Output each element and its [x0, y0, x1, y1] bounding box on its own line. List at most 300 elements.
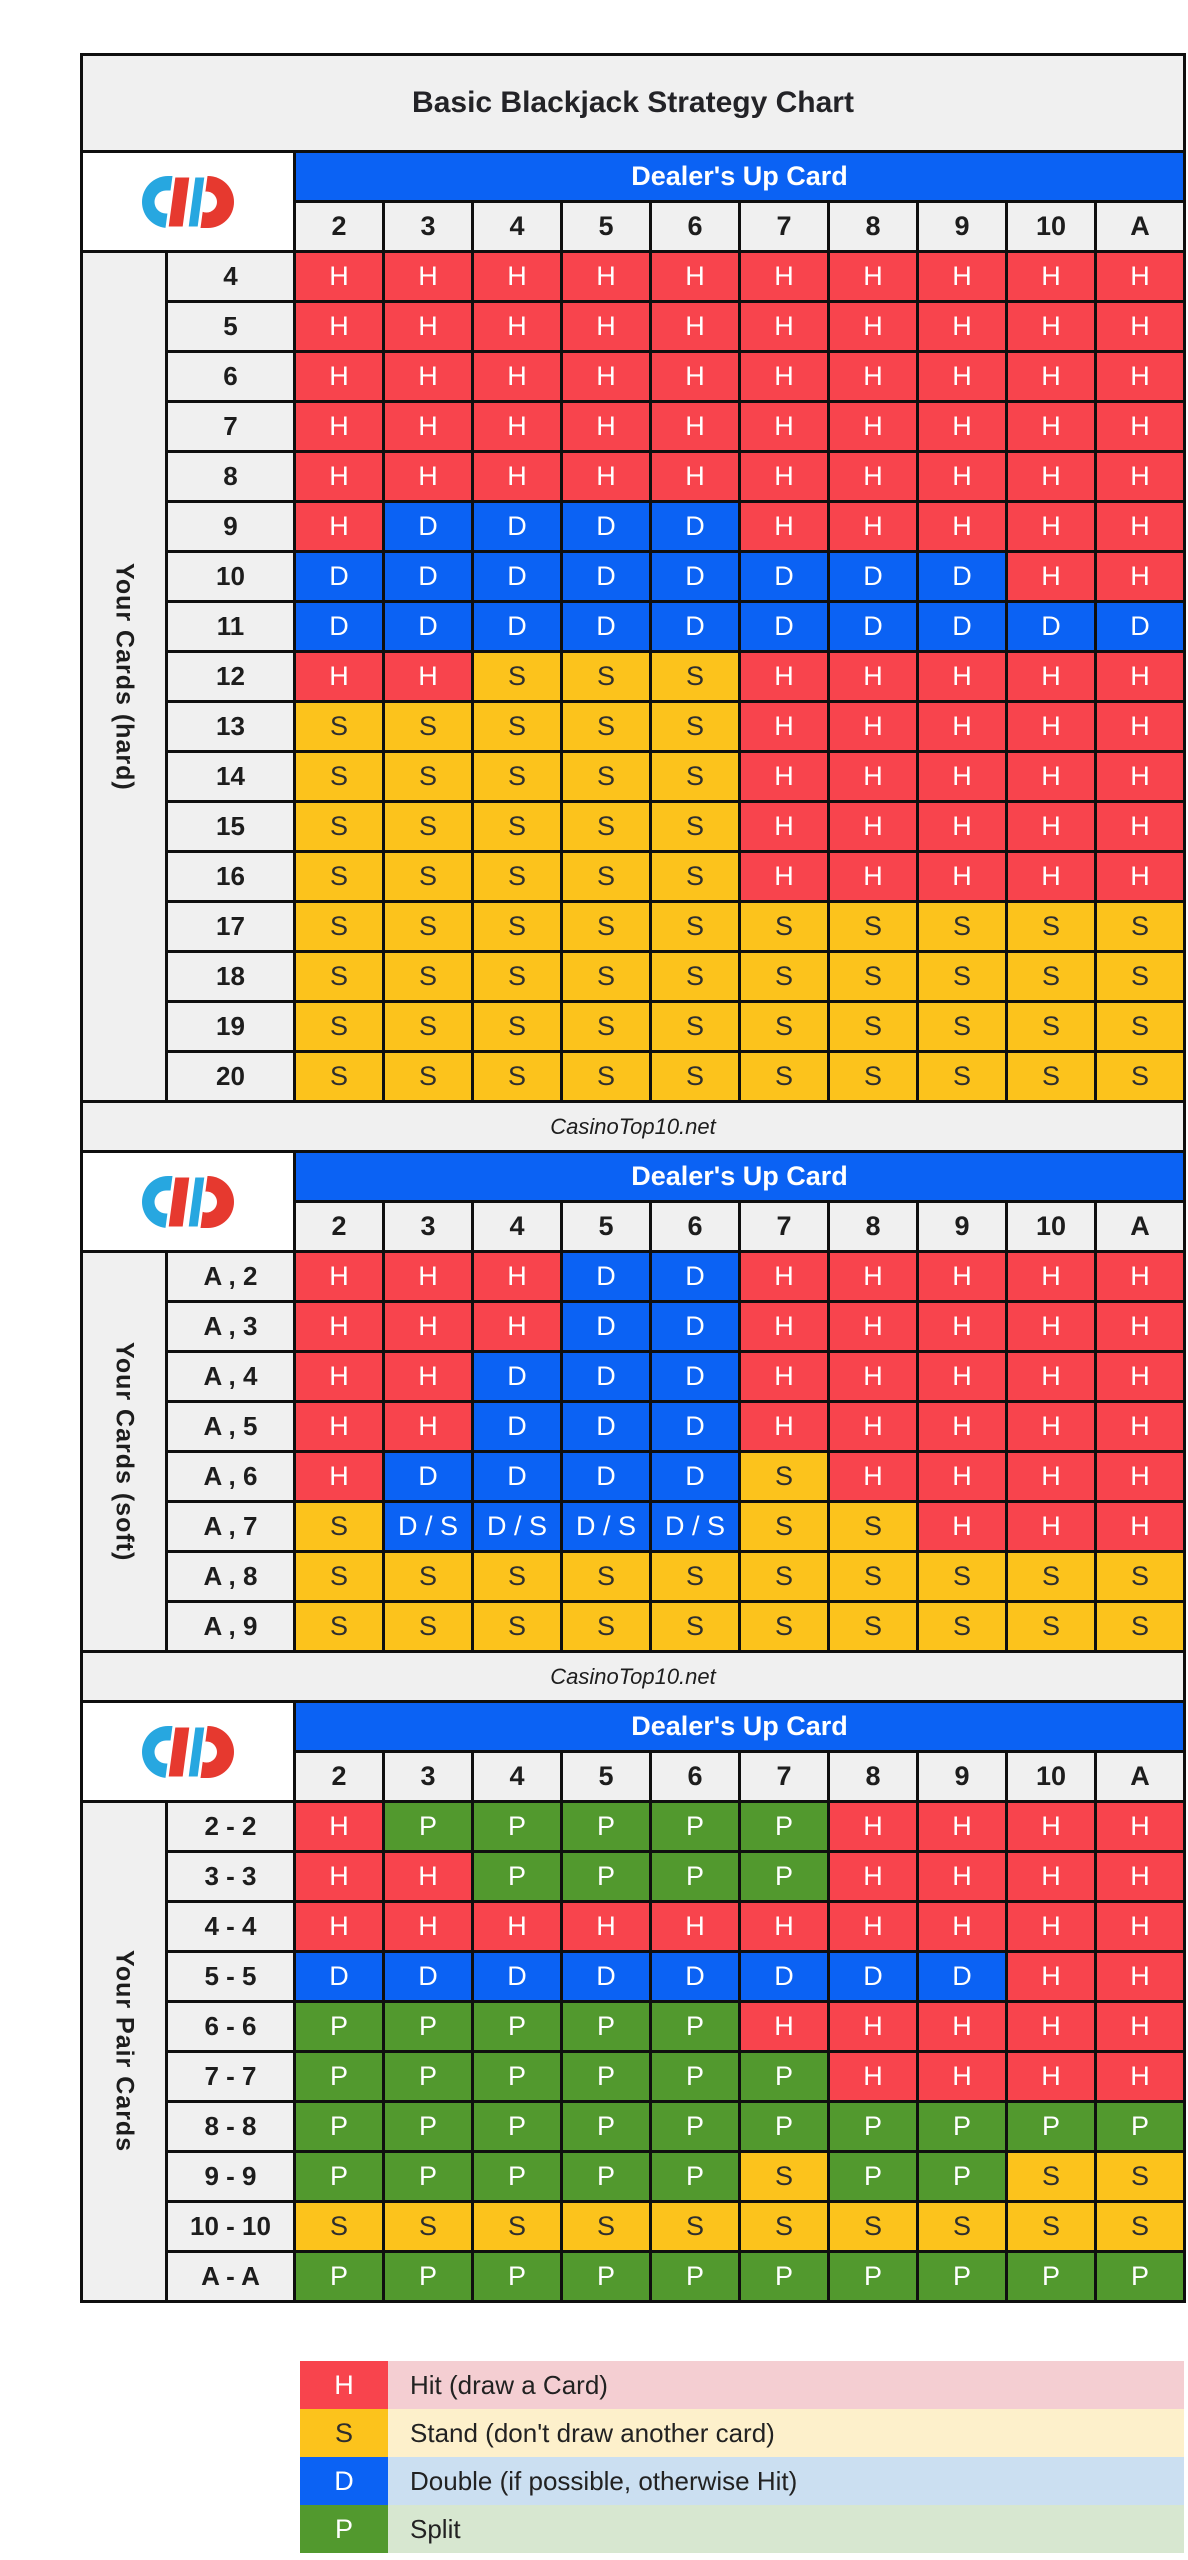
strategy-cell: H — [1097, 2003, 1183, 2050]
hand-label: 7 - 7 — [168, 2053, 293, 2100]
dealer-card-9: 9 — [919, 203, 1005, 250]
hand-label: 11 — [168, 603, 293, 650]
strategy-cell: H — [563, 253, 649, 300]
strategy-cell: S — [563, 803, 649, 850]
strategy-cell: S — [652, 1003, 738, 1050]
strategy-cell: S — [919, 903, 1005, 950]
strategy-cell: S — [919, 1003, 1005, 1050]
strategy-cell: P — [474, 1853, 560, 1900]
strategy-cell: H — [1008, 403, 1094, 450]
legend-label: Stand (don't draw another card) — [388, 2409, 1184, 2457]
strategy-cell: D — [652, 1303, 738, 1350]
strategy-cell: D — [474, 1453, 560, 1500]
strategy-cell: S — [474, 1553, 560, 1600]
strategy-cell: P — [296, 2153, 382, 2200]
strategy-cell: H — [741, 253, 827, 300]
legend-key-H: H — [300, 2361, 388, 2409]
strategy-cell: S — [652, 853, 738, 900]
strategy-cell: S — [1008, 1553, 1094, 1600]
hand-label: 9 - 9 — [168, 2153, 293, 2200]
dealer-header-block — [296, 153, 1183, 250]
strategy-cell: H — [1008, 1953, 1094, 2000]
strategy-cell: H — [830, 253, 916, 300]
strategy-cell: H — [296, 403, 382, 450]
strategy-cell: D — [385, 1953, 471, 2000]
strategy-cell: P — [563, 2003, 649, 2050]
strategy-cell: H — [1008, 503, 1094, 550]
strategy-cell: H — [741, 2003, 827, 2050]
dealer-card-A: A — [1097, 1203, 1183, 1250]
dealer-card-2: 2 — [296, 1203, 382, 1250]
strategy-cell: H — [563, 353, 649, 400]
strategy-cell: H — [830, 653, 916, 700]
strategy-cell: H — [919, 1403, 1005, 1450]
strategy-cell: S — [652, 1053, 738, 1100]
strategy-cell: H — [296, 353, 382, 400]
strategy-cell: D — [919, 553, 1005, 600]
dealer-card-5: 5 — [563, 1203, 649, 1250]
strategy-cell: S — [296, 2203, 382, 2250]
strategy-cell: S — [741, 1453, 827, 1500]
row-axis-label-hard: Your Cards (hard) — [83, 253, 165, 1100]
strategy-cell: P — [830, 2253, 916, 2300]
strategy-cell: S — [385, 1603, 471, 1650]
casinotop10-logo — [83, 1703, 293, 1800]
strategy-cell: S — [741, 1053, 827, 1100]
strategy-cell: H — [1097, 753, 1183, 800]
strategy-cell: S — [296, 1553, 382, 1600]
strategy-cell: S — [1097, 1003, 1183, 1050]
section-header-soft — [83, 1153, 1183, 1250]
strategy-cell: H — [919, 403, 1005, 450]
strategy-cell: P — [919, 2103, 1005, 2150]
strategy-cell: H — [741, 1353, 827, 1400]
strategy-cell: P — [474, 2003, 560, 2050]
strategy-cell: D — [919, 603, 1005, 650]
hand-label: 2 - 2 — [168, 1803, 293, 1850]
strategy-cell: H — [919, 1803, 1005, 1850]
strategy-cell: S — [919, 1603, 1005, 1650]
hand-label: A , 6 — [168, 1453, 293, 1500]
strategy-cell: P — [919, 2253, 1005, 2300]
strategy-cell: H — [1097, 503, 1183, 550]
strategy-cell: D — [652, 1253, 738, 1300]
strategy-cell: H — [741, 653, 827, 700]
hand-label: 3 - 3 — [168, 1853, 293, 1900]
strategy-cell: D — [474, 1353, 560, 1400]
strategy-cell: H — [830, 1453, 916, 1500]
strategy-cell: H — [919, 853, 1005, 900]
strategy-cell: S — [296, 903, 382, 950]
strategy-cell: S — [385, 1003, 471, 1050]
strategy-cell: S — [474, 703, 560, 750]
strategy-cell: H — [474, 453, 560, 500]
strategy-cell: S — [385, 803, 471, 850]
strategy-cell: D — [652, 1453, 738, 1500]
strategy-cell: D — [563, 553, 649, 600]
strategy-cell: S — [830, 953, 916, 1000]
strategy-cell: H — [830, 803, 916, 850]
dealer-card-3: 3 — [385, 1753, 471, 1800]
strategy-cell: P — [741, 1803, 827, 1850]
strategy-cell: D — [296, 603, 382, 650]
hand-label: A , 4 — [168, 1353, 293, 1400]
strategy-cell: H — [1097, 1303, 1183, 1350]
strategy-cell: D — [652, 503, 738, 550]
strategy-cell: H — [830, 853, 916, 900]
strategy-cell: S — [741, 2153, 827, 2200]
hand-label: 19 — [168, 1003, 293, 1050]
strategy-cell: P — [652, 2003, 738, 2050]
hand-label: 8 - 8 — [168, 2103, 293, 2150]
strategy-cell: H — [919, 803, 1005, 850]
strategy-cell: H — [563, 1903, 649, 1950]
strategy-cell: H — [741, 503, 827, 550]
strategy-cell: D — [563, 603, 649, 650]
dealer-card-2: 2 — [296, 203, 382, 250]
strategy-cell: P — [741, 2053, 827, 2100]
strategy-cell: H — [830, 753, 916, 800]
strategy-cell: D — [652, 603, 738, 650]
strategy-cell: H — [919, 1303, 1005, 1350]
strategy-cell: S — [563, 753, 649, 800]
strategy-cell: H — [1008, 253, 1094, 300]
strategy-cell: H — [741, 703, 827, 750]
strategy-cell: S — [741, 1503, 827, 1550]
dealer-card-4: 4 — [474, 1753, 560, 1800]
legend-label: Double (if possible, otherwise Hit) — [388, 2457, 1184, 2505]
strategy-cell: H — [741, 353, 827, 400]
strategy-cell: H — [1097, 353, 1183, 400]
dealer-card-10: 10 — [1008, 1753, 1094, 1800]
hand-label: 10 - 10 — [168, 2203, 293, 2250]
strategy-cell: H — [1008, 2053, 1094, 2100]
strategy-cell: H — [741, 453, 827, 500]
strategy-cell: H — [1097, 1453, 1183, 1500]
strategy-cell: H — [741, 753, 827, 800]
strategy-cell: S — [919, 1553, 1005, 1600]
strategy-cell: H — [830, 1903, 916, 1950]
legend-item-H — [300, 2361, 1184, 2409]
strategy-cell: S — [385, 703, 471, 750]
casinotop10-logo-icon — [141, 175, 235, 229]
strategy-cell: H — [1008, 553, 1094, 600]
strategy-cell: H — [1008, 1353, 1094, 1400]
strategy-cell: S — [830, 1503, 916, 1550]
strategy-cell: D — [563, 1403, 649, 1450]
hand-label: 15 — [168, 803, 293, 850]
strategy-cell: H — [741, 1253, 827, 1300]
dealer-card-columns — [296, 203, 1183, 250]
strategy-cell: S — [385, 1553, 471, 1600]
strategy-cell: S — [830, 1553, 916, 1600]
strategy-cell: H — [474, 1303, 560, 1350]
strategy-cell: S — [830, 1003, 916, 1050]
strategy-cell: H — [296, 453, 382, 500]
hand-label: 16 — [168, 853, 293, 900]
strategy-cell: P — [563, 2253, 649, 2300]
strategy-cell: H — [830, 403, 916, 450]
strategy-cell: H — [296, 1803, 382, 1850]
strategy-cell: H — [1097, 1803, 1183, 1850]
strategy-cell: P — [296, 2253, 382, 2300]
casinotop10-logo — [83, 153, 293, 250]
strategy-cell: S — [563, 1003, 649, 1050]
strategy-cell: P — [385, 2103, 471, 2150]
strategy-cell: H — [1097, 1503, 1183, 1550]
hand-label: 17 — [168, 903, 293, 950]
strategy-cell: D — [385, 1453, 471, 1500]
strategy-cell: S — [741, 2203, 827, 2250]
strategy-cell: S — [296, 803, 382, 850]
dealer-card-6: 6 — [652, 203, 738, 250]
legend-item-P — [300, 2505, 1184, 2553]
strategy-cell: H — [919, 703, 1005, 750]
dealer-up-card-header: Dealer's Up Card — [296, 153, 1183, 200]
strategy-cell: H — [1097, 453, 1183, 500]
hand-label: 20 — [168, 1053, 293, 1100]
strategy-cell: S — [474, 753, 560, 800]
strategy-cell: H — [919, 303, 1005, 350]
casinotop10-logo-icon — [141, 1175, 235, 1229]
strategy-cell: D — [741, 1953, 827, 2000]
strategy-cell: D — [919, 1953, 1005, 2000]
strategy-cell: H — [1008, 1903, 1094, 1950]
strategy-cell: S — [385, 953, 471, 1000]
strategy-cell: D — [385, 603, 471, 650]
strategy-cell: H — [1097, 303, 1183, 350]
legend-item-D — [300, 2457, 1184, 2505]
strategy-cell: H — [652, 453, 738, 500]
strategy-cell: H — [830, 503, 916, 550]
strategy-cell: H — [296, 303, 382, 350]
dealer-card-9: 9 — [919, 1753, 1005, 1800]
strategy-cell: S — [741, 1553, 827, 1600]
hand-label: A , 3 — [168, 1303, 293, 1350]
strategy-cell: H — [1097, 1403, 1183, 1450]
dealer-up-card-header: Dealer's Up Card — [296, 1153, 1183, 1200]
strategy-cell: H — [385, 453, 471, 500]
strategy-cell: S — [474, 853, 560, 900]
strategy-cell: P — [830, 2103, 916, 2150]
strategy-cell: S — [385, 753, 471, 800]
strategy-cell: D — [385, 553, 471, 600]
hand-label: 12 — [168, 653, 293, 700]
legend-key-S: S — [300, 2409, 388, 2457]
strategy-cell: S — [741, 953, 827, 1000]
strategy-cell: D — [474, 1953, 560, 2000]
strategy-cell: H — [741, 1303, 827, 1350]
strategy-cell: H — [385, 353, 471, 400]
strategy-cell: H — [1097, 1903, 1183, 1950]
strategy-cell: H — [1008, 303, 1094, 350]
hand-label: A , 2 — [168, 1253, 293, 1300]
dealer-up-card-header: Dealer's Up Card — [296, 1703, 1183, 1750]
strategy-cell: H — [296, 1453, 382, 1500]
strategy-cell: H — [1008, 1453, 1094, 1500]
strategy-cell: S — [652, 703, 738, 750]
strategy-cell: S — [563, 953, 649, 1000]
strategy-cell: H — [1097, 553, 1183, 600]
strategy-cell: D — [296, 553, 382, 600]
strategy-cell: S — [652, 1603, 738, 1650]
hand-label: 5 — [168, 303, 293, 350]
dealer-card-5: 5 — [563, 203, 649, 250]
strategy-cell: P — [563, 2153, 649, 2200]
row-axis-label-pairs: Your Pair Cards — [83, 1803, 165, 2300]
strategy-cell: H — [296, 503, 382, 550]
hand-label: 14 — [168, 753, 293, 800]
strategy-cell: S — [474, 1003, 560, 1050]
strategy-cell: S — [296, 953, 382, 1000]
strategy-cell: S — [652, 953, 738, 1000]
hand-label: 5 - 5 — [168, 1953, 293, 2000]
strategy-cell: H — [1008, 1853, 1094, 1900]
strategy-cell: S — [563, 853, 649, 900]
strategy-cell: P — [652, 2153, 738, 2200]
strategy-cell: P — [474, 1803, 560, 1850]
hand-label: A - A — [168, 2253, 293, 2300]
strategy-cell: D — [563, 1303, 649, 1350]
strategy-cell: H — [830, 1853, 916, 1900]
strategy-cell: S — [1008, 953, 1094, 1000]
strategy-cell: D — [474, 1403, 560, 1450]
strategy-cell: H — [919, 1903, 1005, 1950]
strategy-cell: H — [563, 403, 649, 450]
hand-label: 7 — [168, 403, 293, 450]
strategy-cell: P — [830, 2153, 916, 2200]
strategy-cell: S — [652, 753, 738, 800]
hand-label: 4 — [168, 253, 293, 300]
strategy-cell: D — [563, 1353, 649, 1400]
hand-label: A , 7 — [168, 1503, 293, 1550]
strategy-cell: H — [1097, 403, 1183, 450]
strategy-cell: S — [1008, 2203, 1094, 2250]
strategy-cell: H — [652, 1903, 738, 1950]
strategy-cell: H — [296, 653, 382, 700]
strategy-cell: D — [741, 603, 827, 650]
strategy-cell: P — [741, 1853, 827, 1900]
strategy-cell: H — [919, 1253, 1005, 1300]
strategy-cell: H — [919, 653, 1005, 700]
strategy-cell: H — [1008, 1253, 1094, 1300]
strategy-cell: S — [474, 653, 560, 700]
strategy-cell: S — [474, 953, 560, 1000]
strategy-cell: H — [830, 1253, 916, 1300]
strategy-cell: H — [474, 1253, 560, 1300]
strategy-cell: H — [1097, 1953, 1183, 2000]
strategy-cell: P — [474, 2153, 560, 2200]
strategy-cell: H — [296, 1403, 382, 1450]
strategy-cell: H — [1008, 353, 1094, 400]
strategy-cell: S — [919, 953, 1005, 1000]
strategy-cell: S — [1097, 953, 1183, 1000]
strategy-cell: S — [563, 1553, 649, 1600]
strategy-cell: D — [296, 1953, 382, 2000]
strategy-cell: P — [385, 2053, 471, 2100]
legend-label: Hit (draw a Card) — [388, 2361, 1184, 2409]
strategy-cell: D — [830, 1953, 916, 2000]
strategy-cell: S — [563, 653, 649, 700]
legend-key-P: P — [300, 2505, 388, 2553]
strategy-cell: H — [1008, 2003, 1094, 2050]
strategy-cell: P — [296, 2003, 382, 2050]
strategy-cell: D — [563, 1453, 649, 1500]
hand-label: 6 - 6 — [168, 2003, 293, 2050]
strategy-cell: S — [830, 903, 916, 950]
hand-label: A , 8 — [168, 1553, 293, 1600]
strategy-cell: P — [652, 1803, 738, 1850]
hand-label: 8 — [168, 453, 293, 500]
strategy-cell: H — [474, 303, 560, 350]
section-header-hard — [83, 153, 1183, 250]
strategy-cell: S — [741, 1003, 827, 1050]
strategy-cell: P — [385, 2253, 471, 2300]
strategy-cell: S — [296, 1503, 382, 1550]
dealer-card-10: 10 — [1008, 203, 1094, 250]
strategy-cell: P — [919, 2153, 1005, 2200]
strategy-cell: D — [474, 503, 560, 550]
dealer-card-7: 7 — [741, 1753, 827, 1800]
strategy-cell: H — [385, 653, 471, 700]
strategy-cell: P — [741, 2103, 827, 2150]
strategy-cell: P — [1008, 2103, 1094, 2150]
strategy-cell: H — [830, 703, 916, 750]
dealer-card-columns — [296, 1203, 1183, 1250]
strategy-cell: H — [1097, 853, 1183, 900]
hand-label: 9 — [168, 503, 293, 550]
strategy-cell: D — [563, 1953, 649, 2000]
strategy-cell: D / S — [385, 1503, 471, 1550]
strategy-cell: P — [652, 1853, 738, 1900]
strategy-cell: H — [296, 1903, 382, 1950]
hand-label: A , 5 — [168, 1403, 293, 1450]
strategy-cell: H — [741, 1403, 827, 1450]
strategy-cell: P — [474, 2103, 560, 2150]
strategy-cell: S — [563, 1053, 649, 1100]
section-body-soft — [83, 1253, 1183, 1650]
dealer-card-4: 4 — [474, 203, 560, 250]
dealer-card-8: 8 — [830, 203, 916, 250]
strategy-cell: S — [563, 903, 649, 950]
strategy-cell: S — [830, 2203, 916, 2250]
strategy-cell: H — [1008, 1503, 1094, 1550]
strategy-cell: H — [652, 353, 738, 400]
strategy-cell: P — [652, 2053, 738, 2100]
strategy-cell: H — [919, 503, 1005, 550]
strategy-cell: S — [296, 1003, 382, 1050]
strategy-cell: S — [296, 1603, 382, 1650]
strategy-cell: S — [652, 653, 738, 700]
strategy-cell: H — [474, 353, 560, 400]
strategy-cell: H — [830, 1353, 916, 1400]
casinotop10-logo-icon — [141, 1725, 235, 1779]
strategy-cell: H — [296, 1253, 382, 1300]
dealer-card-10: 10 — [1008, 1203, 1094, 1250]
strategy-cell: D — [830, 553, 916, 600]
dealer-card-3: 3 — [385, 203, 471, 250]
dealer-card-columns — [296, 1753, 1183, 1800]
strategy-cell: D / S — [652, 1503, 738, 1550]
strategy-cell: S — [1097, 903, 1183, 950]
strategy-cell: D / S — [474, 1503, 560, 1550]
watermark: CasinoTop10.net — [83, 1103, 1183, 1150]
strategy-cell: P — [385, 2003, 471, 2050]
strategy-cell: H — [385, 1853, 471, 1900]
strategy-cell: H — [1008, 703, 1094, 750]
dealer-card-5: 5 — [563, 1753, 649, 1800]
strategy-cell: H — [919, 453, 1005, 500]
